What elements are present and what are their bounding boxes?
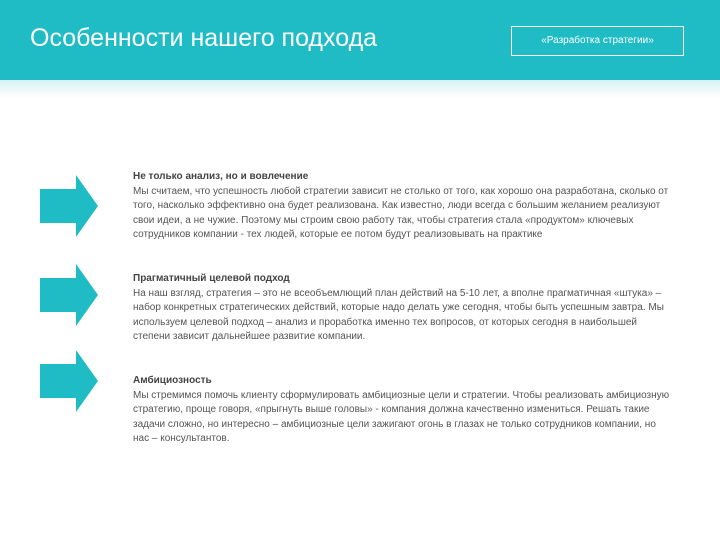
arrow-right-icon xyxy=(40,350,98,412)
arrow-right-icon xyxy=(40,175,98,237)
section-tag: «Разработка стратегии» xyxy=(511,26,684,56)
point-block-1 xyxy=(133,170,673,243)
point-block-3 xyxy=(133,374,673,447)
header-bar xyxy=(0,0,720,80)
page-title: Особенности нашего подхода xyxy=(30,24,378,52)
header-divider xyxy=(0,80,720,98)
point-title: Прагматичный целевой подход xyxy=(133,273,290,284)
point-title: Не только анализ, но и вовлечение xyxy=(133,171,309,182)
point-text: Мы стремимся помочь клиенту сформулировать амбициозные цели и стратегии. Чтобы реализовать амбициозную стратегию, проще говоря, «прыгнуть выше головы» - компания должна качественно измениться. Решать такие задачи сложно, но интересно – амбициозные цели зажигают огонь в глазах не только сотрудников компании, но нас – консультантов. xyxy=(133,389,670,445)
point-text: Мы считаем, что успешность любой стратегии зависит не столько от того, как хорошо она разработана, сколько от того, насколько эффективно она будет реализована. Как известно, люди всегда с большим желанием реализуют свои идеи, а не чужие. Поэтому мы строим свою работу так, чтобы стратегия стала «продуктом» ключевых сотрудников компании - тех людей, которые ее потом будут реализовывать на практике xyxy=(133,185,669,241)
point-title: Амбициозность xyxy=(133,375,212,386)
point-text: На наш взгляд, стратегия – это не всеобъемлющий план действий на 5-10 лет, а вполне прагматичная «штука» – набор конкретных стратегических действий, которые надо делать уже сегодня, чтобы быть успешным завтра. Мы используем целевой подход – анализ и проработка именно тех вопросов, от которых сегодня в наибольшей степени зависит дальнейшее развитие компании. xyxy=(133,287,664,343)
point-block-2 xyxy=(133,272,673,345)
arrow-right-icon xyxy=(40,264,98,326)
